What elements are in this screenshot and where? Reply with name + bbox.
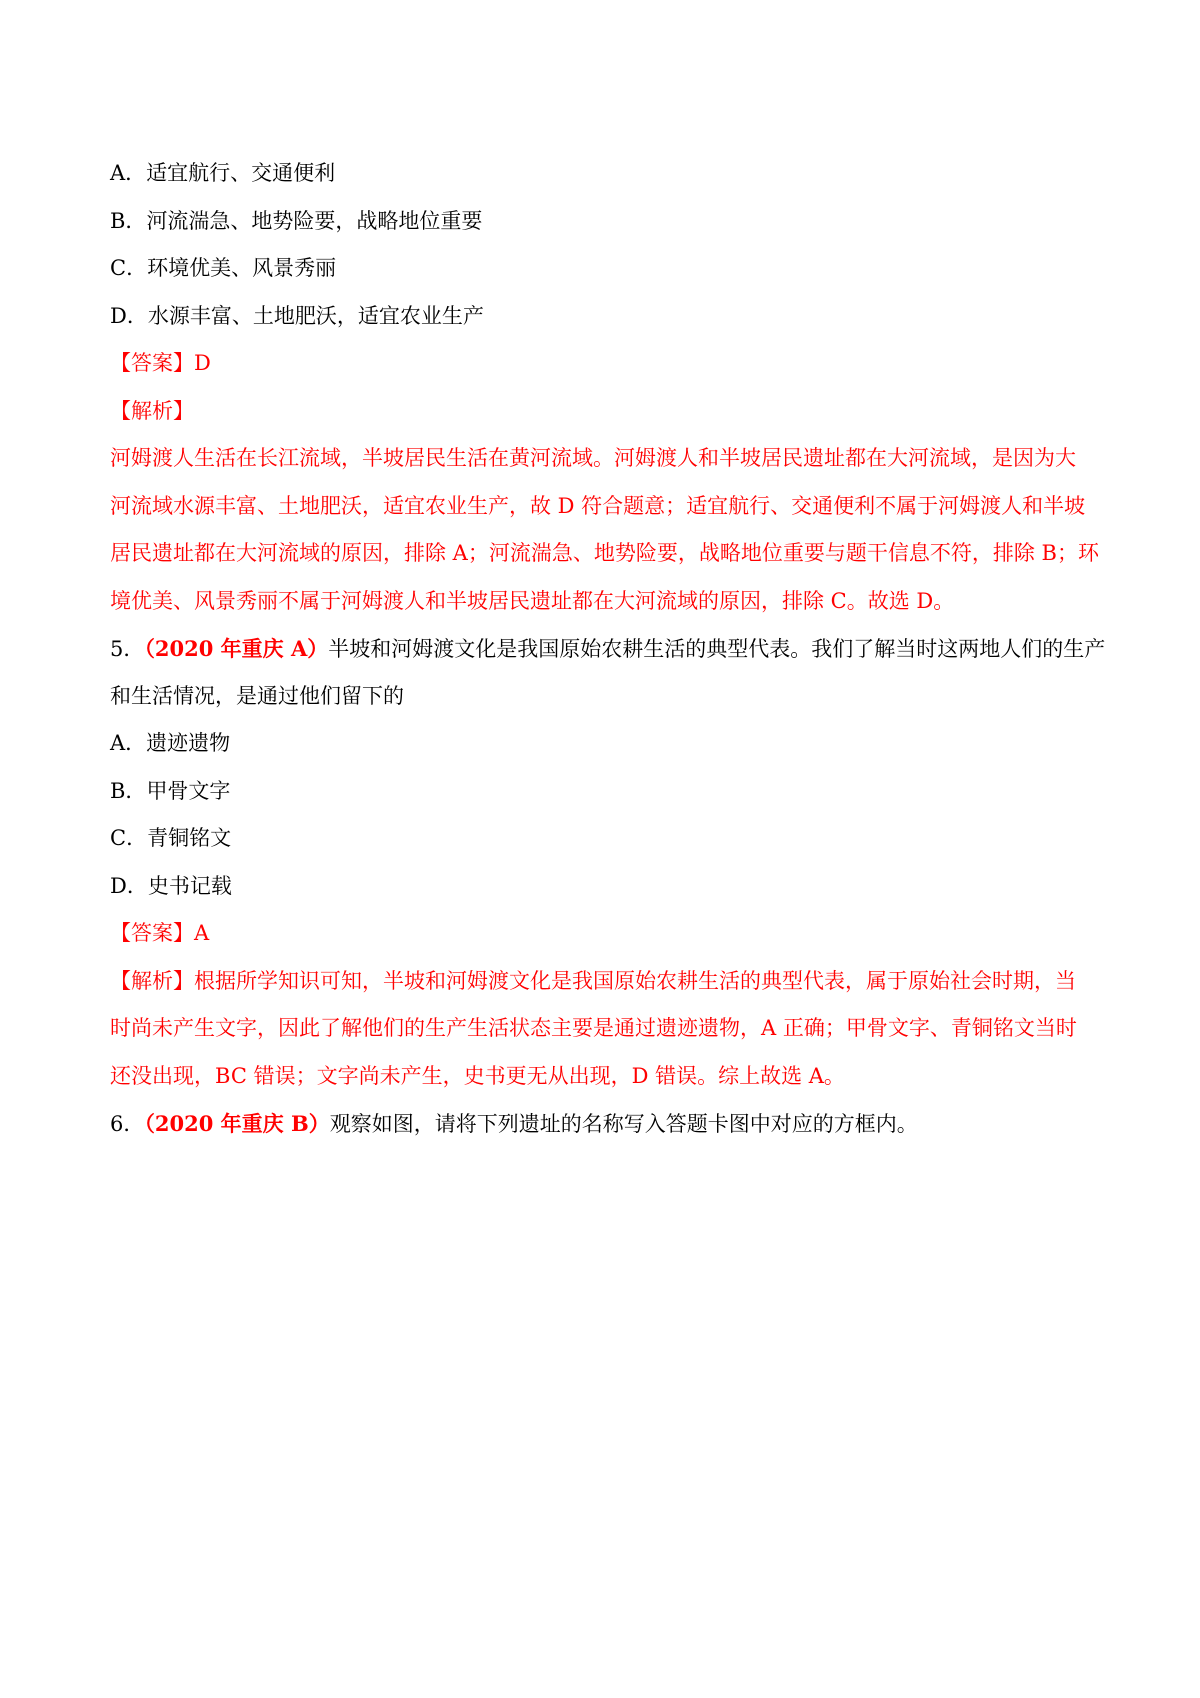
q5-option-d <box>110 863 1100 911</box>
q5-analysis-line: 还没出现，BC 错误；文字尚未产生，史书更无从出现，D 错误。综上故选 A。 <box>110 1063 845 1088</box>
analysis-text: 根据所学知识可知，半坡和河姆渡文化是我国原始农耕生活的典型代表，属于原始社会时期，当 <box>194 968 1076 993</box>
q5-stem-cont: 和生活情况，是通过他们留下的 <box>110 683 404 708</box>
option-letter: B． <box>110 208 147 233</box>
q4-analysis-line: 境优美、风景秀丽不属于河姆渡人和半坡居民遗址都在大河流域的原因，排除 C。故选 D。 <box>110 588 955 613</box>
q4-analysis-line: 河姆渡人生活在长江流域，半坡居民生活在黄河流域。河姆渡人和半坡居民遗址都在大河流域，是因为大 <box>110 446 1076 470</box>
q4-analysis-line: 居民遗址都在大河流域的原因，排除 A；河流湍急、地势险要，战略地位重要与题干信息不符，排除 B；环 <box>110 541 1099 565</box>
analysis-label: 【解析】 <box>110 968 194 993</box>
option-letter: C． <box>110 256 148 280</box>
question-text: 观察如图，请将下列遗址的名称写入答题卡图中对应的方框内。 <box>329 1112 918 1136</box>
answer-value: A <box>194 921 210 945</box>
q5-analysis-first <box>110 958 1100 1006</box>
option-text: 适宜航行、交通便利 <box>146 161 336 185</box>
question-source: （2020 年重庆 B） <box>144 1111 330 1136</box>
q4-option-c <box>110 245 1100 293</box>
option-letter: D． <box>110 303 148 328</box>
answer-label: 【答案】 <box>110 921 194 945</box>
question-number: 6． <box>110 1112 145 1136</box>
option-text: 遗迹遗物 <box>146 731 231 755</box>
option-text: 甲骨文字 <box>146 778 231 803</box>
document-body <box>110 150 1106 1148</box>
option-text: 青铜铭文 <box>147 826 232 850</box>
option-letter: D． <box>110 873 148 898</box>
answer-value: D <box>194 351 211 375</box>
answer-label: 【答案】 <box>110 351 194 375</box>
q5-option-c <box>110 815 1100 863</box>
option-letter: C． <box>110 826 148 850</box>
q4-option-a <box>110 150 1100 198</box>
q5-answer <box>110 910 1100 958</box>
option-text: 河流湍急、地势险要，战略地位重要 <box>146 208 483 233</box>
q4-option-b <box>110 198 1100 246</box>
question-text: 半坡和河姆渡文化是我国原始农耕生活的典型代表。我们了解当时这两地人们的生产 <box>328 637 1106 661</box>
option-letter: A． <box>110 161 147 185</box>
question-source: （2020 年重庆 A） <box>144 636 329 661</box>
q5-stem <box>110 625 1106 673</box>
q5-option-b <box>110 768 1100 816</box>
q5-option-a <box>110 720 1100 768</box>
q5-analysis-line: 时尚未产生文字，因此了解他们的生产生活状态主要是通过遗迹遗物，A 正确；甲骨文字、青铜铭文当时 <box>110 1016 1077 1040</box>
q4-analysis-line: 河流域水源丰富、土地肥沃，适宜农业生产，故 D 符合题意；适宜航行、交通便利不属于河姆渡人和半坡 <box>110 493 1086 518</box>
question-number: 5． <box>110 637 145 661</box>
option-letter: B． <box>110 778 147 803</box>
q4-answer <box>110 340 1100 388</box>
q4-option-d <box>110 293 1100 341</box>
option-text: 环境优美、风景秀丽 <box>147 256 337 280</box>
option-text: 水源丰富、土地肥沃，适宜农业生产 <box>147 303 484 328</box>
q6-stem <box>110 1100 1100 1148</box>
option-text: 史书记载 <box>147 873 232 898</box>
q4-analysis-label: 【解析】 <box>110 398 194 423</box>
option-letter: A． <box>110 731 147 755</box>
